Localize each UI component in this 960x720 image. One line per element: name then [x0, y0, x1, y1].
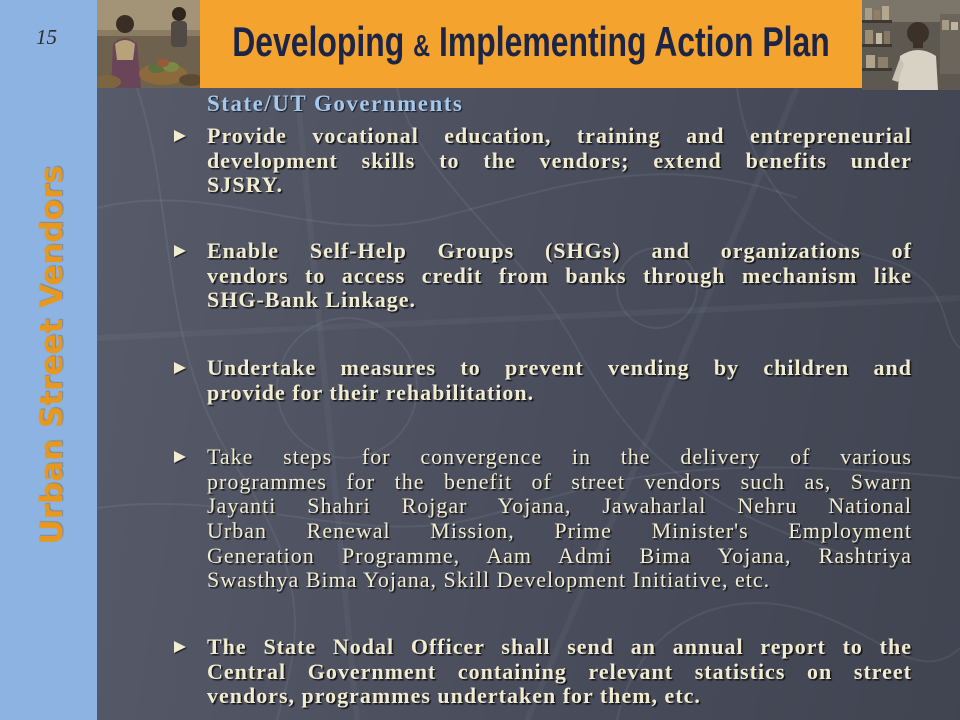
bullet-line: Enable Self-Help Groups (SHGs) and organizations of [207, 238, 912, 263]
bullet-item-3 [207, 356, 912, 405]
triangle-right-icon [173, 244, 187, 258]
title-ampersand: & [413, 28, 431, 63]
bullet-line: Provide vocational education, training and entrepreneurial [207, 123, 912, 148]
triangle-right-icon [173, 640, 187, 654]
slide-number: 15 [36, 25, 57, 49]
bullet-line: Central Government containing relevant statistics on street [207, 658, 912, 684]
section-heading: State/UT Governments [207, 91, 464, 116]
photo-scene [862, 0, 960, 90]
slide-title [232, 18, 830, 70]
street-vendors-photo [97, 0, 200, 88]
bullet-item-4 [207, 445, 912, 593]
header-photo-left [97, 0, 200, 88]
photo-scene [97, 0, 200, 88]
bullet-line: Take steps for convergence in the delivery of various [207, 444, 912, 469]
title-part-implementing: Implementing Action Plan [439, 18, 830, 65]
bullet-line: vendors to access credit from banks through mechanism like [207, 262, 912, 288]
title-banner [200, 0, 862, 88]
triangle-right-icon [173, 129, 187, 143]
bullet-item-1 [207, 124, 912, 198]
bullet-line: Generation Programme, Aam Admi Bima Yojana, Rashtriya [207, 542, 912, 568]
bullet-item-2 [207, 239, 912, 313]
bullet-line: Urban Renewal Mission, Prime Minister's Employment [207, 518, 912, 544]
bullet-line: provide for their rehabilitation. [207, 379, 535, 405]
bullet-line: development skills to the vendors; extend benefits under [207, 147, 912, 173]
bullet-line: SJSRY. [207, 172, 283, 198]
bullet-line: programmes for the benefit of street vendors such as, Swarn [207, 468, 912, 494]
bullet-line: The State Nodal Officer shall send an annual report to the [207, 634, 912, 659]
title-part-developing: Developing [232, 18, 405, 65]
slide-body [97, 88, 960, 720]
bullet-line: Undertake measures to prevent vending by children and [207, 355, 912, 380]
left-sidebar [0, 0, 97, 720]
bullet-line: Swasthya Bima Yojana, Skill Development Initiative, etc. [207, 567, 771, 593]
bullet-item-5 [207, 635, 912, 709]
triangle-right-icon [173, 450, 187, 464]
triangle-right-icon [173, 361, 187, 375]
shopkeeper-photo [862, 0, 960, 90]
bullet-line: SHG-Bank Linkage. [207, 287, 416, 313]
header-photo-right [862, 0, 960, 90]
bullet-line: Jayanti Shahri Rojgar Yojana, Jawaharlal Nehru National [207, 493, 912, 519]
bullet-line: vendors, programmes undertaken for them, etc. [207, 683, 701, 709]
vertical-section-title: Urban Street Vendors [34, 165, 70, 545]
